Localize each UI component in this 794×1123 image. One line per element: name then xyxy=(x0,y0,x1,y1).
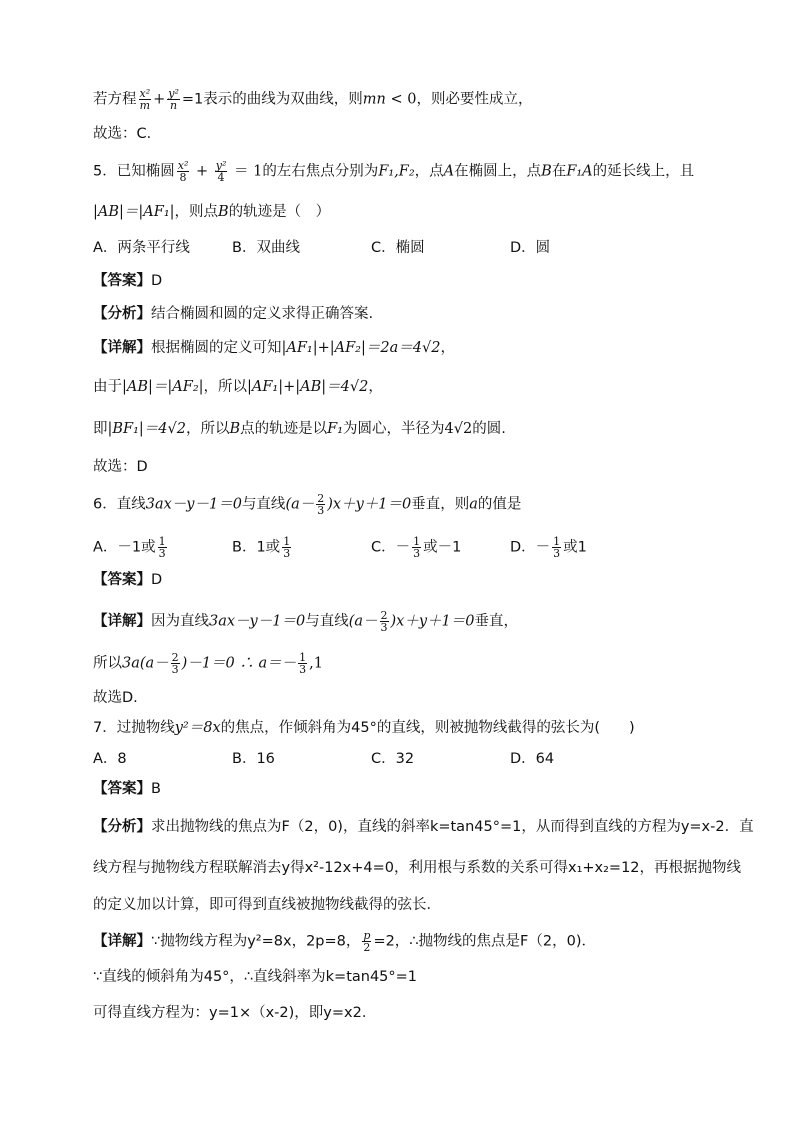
q7-option-b: B．16 xyxy=(232,751,275,767)
q6-answer xyxy=(93,570,162,590)
text: 的焦点，作倾斜角为45°的直线，则被抛物线截得的弦长为( ) xyxy=(220,720,635,736)
q5-detail-2: 由于|AB|＝|AF₂|，所以|AF₁|+|AB|＝4√2， xyxy=(93,379,383,395)
text: 点的轨迹是以 xyxy=(240,421,328,437)
text: ， xyxy=(440,340,455,356)
text: 的左右焦点分别为 xyxy=(262,163,379,180)
text: 求出抛物线的焦点为F（2，0)，直线的斜率k=tan45°=1，从而得到直线的方程为y=x-2．直 xyxy=(151,819,754,835)
q5-end: 故选：D xyxy=(93,459,148,475)
text: 6．直线 xyxy=(93,496,146,513)
q6-option-d: D．－ $\frac{1}{3}$ 或1 xyxy=(510,535,587,560)
text: ， xyxy=(368,379,383,395)
q5-option-a: A．两条平行线 xyxy=(93,240,190,256)
text: 7．过抛物线 xyxy=(93,720,175,736)
detail-label: 【详解】 xyxy=(93,933,151,950)
q6-detail-2: 所以3a(a－ $\frac{2}{3}$ )－1＝0 ∴ a＝－ $\frac{1}{3}$ ,1 xyxy=(93,651,323,676)
q7-detail-3: 可得直线方程为：y=1×（x-2)，即y=x2． xyxy=(93,1005,377,1021)
q7-option-d: D．64 xyxy=(510,751,555,767)
text: 或－1 xyxy=(423,539,462,556)
answer-choice-line: 故选：C． xyxy=(93,126,162,142)
analysis-label: 【分析】 xyxy=(93,306,151,322)
text: ∵抛物线方程为y²=8x，2p=8， xyxy=(151,933,361,950)
text: 的圆. xyxy=(472,421,506,437)
fraction-2-3: $\frac{2}{3}$ xyxy=(317,492,325,517)
q7-answer xyxy=(93,779,161,799)
answer-value: D xyxy=(151,572,163,588)
text: 与直线 xyxy=(305,613,349,630)
question-7: 7．过抛物线y²＝8x的焦点，作倾斜角为45°的直线，则被抛物线截得的弦长为( ) xyxy=(93,720,635,736)
detail-label: 【详解】 xyxy=(93,340,151,356)
text: 因为直线 xyxy=(151,613,209,630)
q7-option-c: C．32 xyxy=(371,751,415,767)
sufficiency-line: 若方程 $\frac{\text{x²}}{m}$ + $\frac{\text{y²}}{n}$ =1表示的曲线为双曲线，则mn < 0，则必要性成立， xyxy=(93,87,533,112)
q5-answer xyxy=(93,271,162,291)
q5-detail-3: 即|BF₁|＝4√2，所以B点的轨迹是以F₁为圆心，半径为4√2的圆. xyxy=(93,421,506,437)
answer-label: 【答案】 xyxy=(93,781,151,797)
q5-option-c: C．椭圆 xyxy=(371,240,425,256)
q6-detail-1: 【详解】因为直线3ax－y－1＝0与直线(a－ $\frac{2}{3}$ )x＋y＋1＝0垂直， xyxy=(93,609,518,634)
text: 与直线 xyxy=(241,496,286,513)
text: 即 xyxy=(93,421,108,437)
question-6: 6．直线3ax－y－1＝0与直线(a－ $\frac{2}{3}$ )x＋y＋1＝0垂直，则a的值是 xyxy=(93,492,522,517)
text: 5．已知椭圆 xyxy=(93,163,175,180)
text: 为圆心，半径为 xyxy=(343,421,445,437)
text: ，点 xyxy=(414,163,444,180)
text: 由于 xyxy=(93,379,122,395)
text: =1表示的曲线为双曲线，则 xyxy=(181,91,363,108)
q6-end: 故选D. xyxy=(93,690,138,706)
text: 所以 xyxy=(93,655,122,672)
text: 的轨迹是（ ） xyxy=(228,204,331,220)
text: ，所以 xyxy=(186,421,230,437)
fraction-y2-4: $\frac{\text{y²}}{4}$ xyxy=(215,159,227,184)
q5-analysis xyxy=(93,304,373,324)
question-5: 5．已知椭圆 $\frac{\text{x²}}{8}$ + $\frac{\text{y²}}{4}$ ＝ 1的左右焦点分别为F₁,F₂，点A在椭圆上，点B在F₁A的延长线上，且 xyxy=(93,159,695,184)
text: C．－ xyxy=(371,539,411,556)
text: ，所以 xyxy=(203,379,248,395)
q7-analysis-2: 线方程与抛物线方程联解消去y得x²-12x+4=0，利用根与系数的关系可得x₁+x₂=12，再根据抛物线 xyxy=(93,860,742,876)
answer-value: B xyxy=(151,781,161,797)
text: ，则点 xyxy=(174,204,219,220)
text: 或1 xyxy=(563,539,587,556)
answer-value: D xyxy=(151,273,163,289)
text: B．1或 xyxy=(232,539,281,556)
fraction-x2-8: $\frac{\text{x²}}{8}$ xyxy=(177,159,189,184)
analysis-label: 【分析】 xyxy=(93,819,151,835)
q5-detail-1: 【详解】根据椭圆的定义可知|AF₁|+|AF₂|＝2a＝4√2， xyxy=(93,340,455,356)
foci-label: F₁,F₂ xyxy=(378,163,415,180)
q6-option-c: C．－ $\frac{1}{3}$ 或－1 xyxy=(371,535,462,560)
q5-option-d: D．圆 xyxy=(510,240,551,256)
text: 根据椭圆的定义可知 xyxy=(151,340,282,356)
text: 结合椭圆和圆的定义求得正确答案. xyxy=(151,306,374,322)
q7-detail-1: 【详解】∵抛物线方程为y²=8x，2p=8， $\frac{p}{2}$ =2，∴抛物线的焦点是F（2，0)． xyxy=(93,929,596,954)
question-5-cont: |AB|＝|AF₁|，则点B的轨迹是（ ） xyxy=(93,204,331,220)
detail-label: 【详解】 xyxy=(93,613,151,630)
text: 的值是 xyxy=(477,496,522,513)
q7-detail-2: ∵直线的倾斜角为45°，∴直线斜率为k=tan45°=1 xyxy=(93,969,418,985)
text: ，则必要性成立， xyxy=(416,91,533,108)
fraction-x2-m: $\frac{\text{x²}}{m}$ xyxy=(139,87,151,112)
text: 若方程 xyxy=(93,91,137,108)
q7-analysis-1 xyxy=(93,817,754,837)
text: A．－1或 xyxy=(93,539,156,556)
q6-option-b: B．1或 $\frac{1}{3}$ xyxy=(232,535,291,560)
text: =2，∴抛物线的焦点是F（2，0)． xyxy=(373,933,596,950)
text: 垂直，则 xyxy=(411,496,470,513)
answer-label: 【答案】 xyxy=(93,273,151,289)
text: 在椭圆上，点 xyxy=(454,163,542,180)
q5-option-b: B．双曲线 xyxy=(232,240,300,256)
q7-analysis-3: 的定义加以计算，即可得到直线被抛物线截得的弦长． xyxy=(93,897,441,913)
text: 的延长线上，且 xyxy=(592,163,695,180)
text: 在 xyxy=(551,163,567,180)
q6-option-a: A．－1或 $\frac{1}{3}$ xyxy=(93,535,166,560)
fraction-y2-n: $\frac{\text{y²}}{n}$ xyxy=(168,87,179,112)
text: 垂直， xyxy=(474,613,518,630)
answer-label: 【答案】 xyxy=(93,572,151,588)
q7-option-a: A．8 xyxy=(93,751,127,767)
text: D．－ xyxy=(510,539,551,556)
